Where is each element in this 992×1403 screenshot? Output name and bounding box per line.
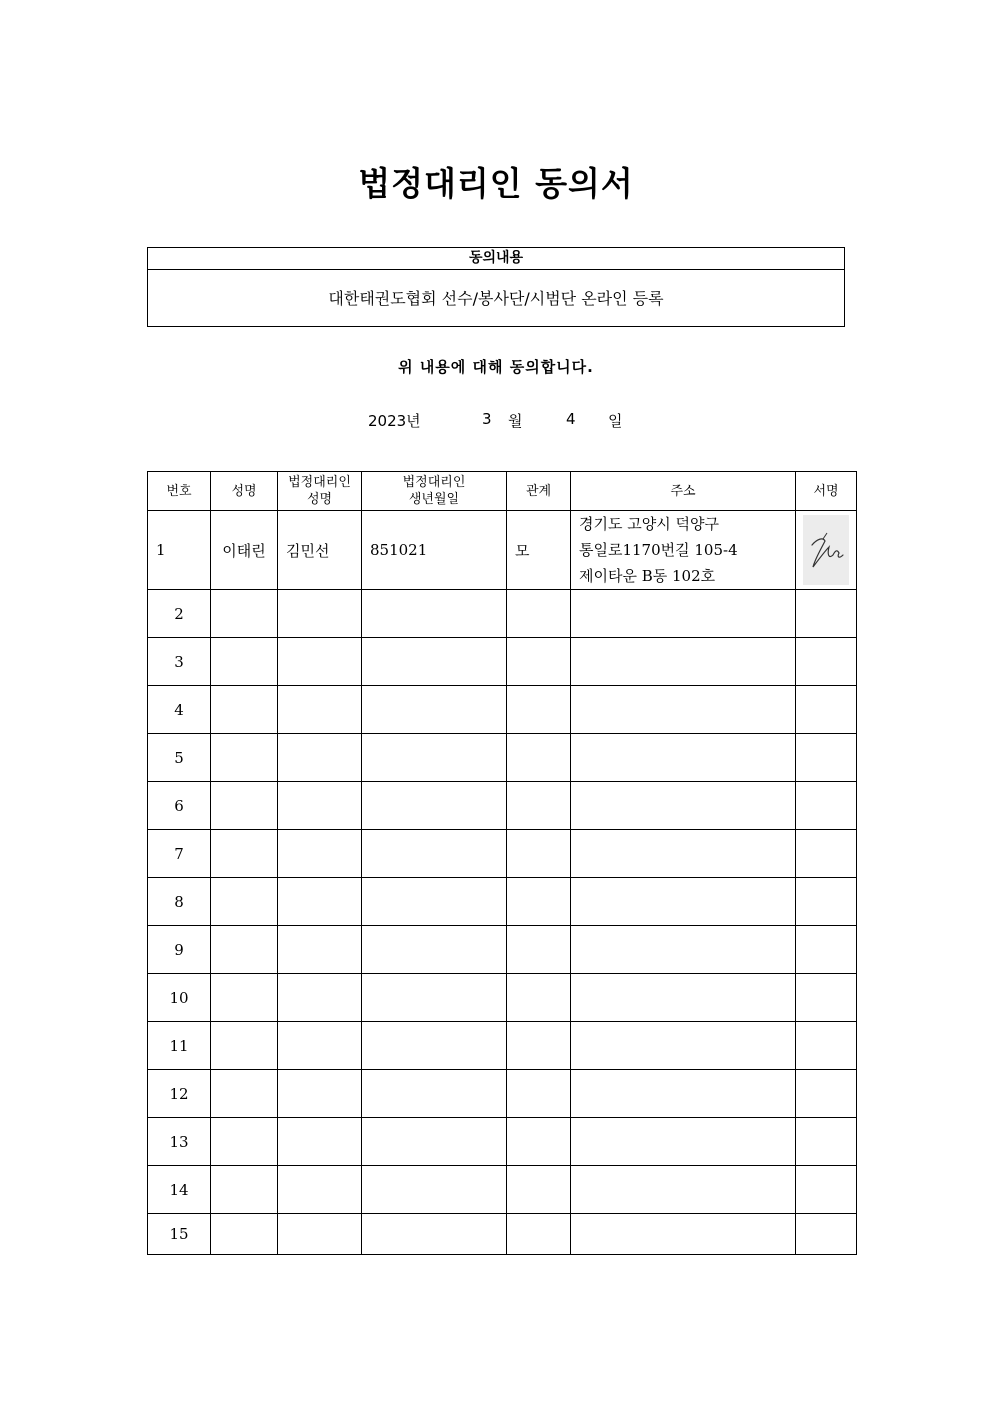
cell-no: 15 [148,1214,211,1255]
cell-guardian-birth [362,974,507,1022]
cell-name [211,1214,278,1255]
cell-relation [507,686,571,734]
cell-name [211,1070,278,1118]
cell-address [571,926,796,974]
table-row [148,878,857,926]
cell-signature [796,590,857,638]
cell-signature [796,974,857,1022]
cell-guardian-birth [362,1022,507,1070]
header-guardian-name-line2: 성명 [306,492,333,507]
cell-relation [507,1070,571,1118]
address-line: 제이타운 B동 102호 [579,567,716,585]
cell-relation [507,1214,571,1255]
date-day-unit: 일 [608,412,623,430]
cell-guardian-birth [362,686,507,734]
cell-guardian-name [278,638,362,686]
cell-name [211,638,278,686]
cell-guardian-birth [362,1118,507,1166]
cell-guardian-name [278,1070,362,1118]
cell-name [211,590,278,638]
header-relation: 관계 [507,472,571,511]
table-row [148,974,857,1022]
cell-guardian-birth [362,782,507,830]
cell-name: 이태린 [211,511,278,590]
cell-relation [507,974,571,1022]
table-row [148,734,857,782]
table-row [148,1166,857,1214]
cell-address [571,1022,796,1070]
cell-no: 9 [148,926,211,974]
cell-address [571,1214,796,1255]
cell-guardian-name [278,974,362,1022]
cell-guardian-name [278,878,362,926]
consent-header: 동의내용 [148,248,844,270]
consent-content: 대한태권도협회 선수/봉사단/시범단 온라인 등록 [328,289,664,308]
cell-relation [507,926,571,974]
cell-relation [507,1118,571,1166]
cell-guardian-name [278,1214,362,1255]
table-row [148,926,857,974]
signature-image [803,515,849,585]
cell-no: 13 [148,1118,211,1166]
cell-guardian-name [278,1166,362,1214]
table-row [148,590,857,638]
header-name: 성명 [211,472,278,511]
cell-address [571,1118,796,1166]
table-row [148,1022,857,1070]
table-row [148,782,857,830]
cell-address [571,830,796,878]
header-address: 주소 [571,472,796,511]
cell-no: 14 [148,1166,211,1214]
cell-no: 2 [148,590,211,638]
cell-signature [796,1022,857,1070]
cell-no: 1 [148,511,211,590]
cell-relation [507,830,571,878]
cell-no: 6 [148,782,211,830]
cell-relation [507,782,571,830]
header-guardian-birth [362,472,507,511]
cell-guardian-birth: 851021 [362,511,507,590]
cell-guardian-name [278,926,362,974]
agree-statement: 위 내용에 대해 동의합니다. [398,358,594,376]
cell-guardian-birth [362,638,507,686]
cell-guardian-birth [362,1214,507,1255]
cell-signature [796,1118,857,1166]
table-row [148,511,857,590]
cell-name [211,734,278,782]
cell-name [211,1118,278,1166]
table-row [148,830,857,878]
header-guardian-name-line1: 법정대리인 [288,475,351,490]
table-row [148,686,857,734]
cell-address [571,734,796,782]
cell-signature [796,830,857,878]
cell-no: 10 [148,974,211,1022]
header-guardian-birth-line2: 생년월일 [408,492,460,507]
cell-address [571,878,796,926]
cell-guardian-birth [362,590,507,638]
cell-guardian-name [278,1118,362,1166]
cell-signature [796,878,857,926]
cell-name [211,1166,278,1214]
date-year: 2023년 [368,412,421,430]
cell-no: 5 [148,734,211,782]
cell-guardian-birth [362,878,507,926]
cell-signature [796,782,857,830]
cell-relation [507,1166,571,1214]
table-header-row [148,472,857,511]
cell-name [211,926,278,974]
table-row [148,638,857,686]
header-guardian-name [278,472,362,511]
cell-signature [796,1214,857,1255]
cell-guardian-birth [362,1070,507,1118]
cell-guardian-birth [362,734,507,782]
cell-relation [507,734,571,782]
table-row [148,1214,857,1255]
cell-address [571,974,796,1022]
table-row [148,1070,857,1118]
cell-guardian-birth [362,926,507,974]
cell-name [211,782,278,830]
cell-relation [507,590,571,638]
cell-signature [796,1166,857,1214]
cell-no: 8 [148,878,211,926]
date-month-unit: 월 [508,412,523,430]
date-day: 4 [566,410,576,428]
address-line: 통일로1170번길 105-4 [579,541,738,559]
cell-guardian-name [278,734,362,782]
cell-signature [796,511,857,590]
cell-guardian-name [278,590,362,638]
cell-name [211,974,278,1022]
cell-address [571,686,796,734]
cell-relation [507,1022,571,1070]
cell-guardian-name [278,686,362,734]
cell-name [211,830,278,878]
header-signature: 서명 [796,472,857,511]
cell-relation: 모 [507,511,571,590]
page-title: 법정대리인 동의서 [358,164,634,203]
address-line: 경기도 고양시 덕양구 [579,515,719,533]
cell-signature [796,1070,857,1118]
cell-guardian-name: 김민선 [278,511,362,590]
cell-guardian-name [278,830,362,878]
cell-no: 12 [148,1070,211,1118]
cell-guardian-birth [362,1166,507,1214]
cell-relation [507,638,571,686]
cell-name [211,1022,278,1070]
cell-guardian-name [278,782,362,830]
date-month: 3 [482,410,492,428]
cell-guardian-name [278,1022,362,1070]
header-no: 번호 [148,472,211,511]
cell-signature [796,638,857,686]
cell-no: 11 [148,1022,211,1070]
cell-no: 3 [148,638,211,686]
cell-name [211,878,278,926]
cell-no: 4 [148,686,211,734]
cell-address [571,1070,796,1118]
cell-signature [796,926,857,974]
cell-address [571,782,796,830]
roster-table [147,471,857,1255]
cell-signature [796,734,857,782]
cell-guardian-birth [362,830,507,878]
cell-no: 7 [148,830,211,878]
cell-address [571,1166,796,1214]
header-guardian-birth-line1: 법정대리인 [402,475,466,490]
cell-signature [796,686,857,734]
cell-address [571,590,796,638]
cell-address [571,511,796,590]
cell-address [571,638,796,686]
cell-name [211,686,278,734]
table-row [148,1118,857,1166]
cell-relation [507,878,571,926]
consent-box [147,247,845,327]
